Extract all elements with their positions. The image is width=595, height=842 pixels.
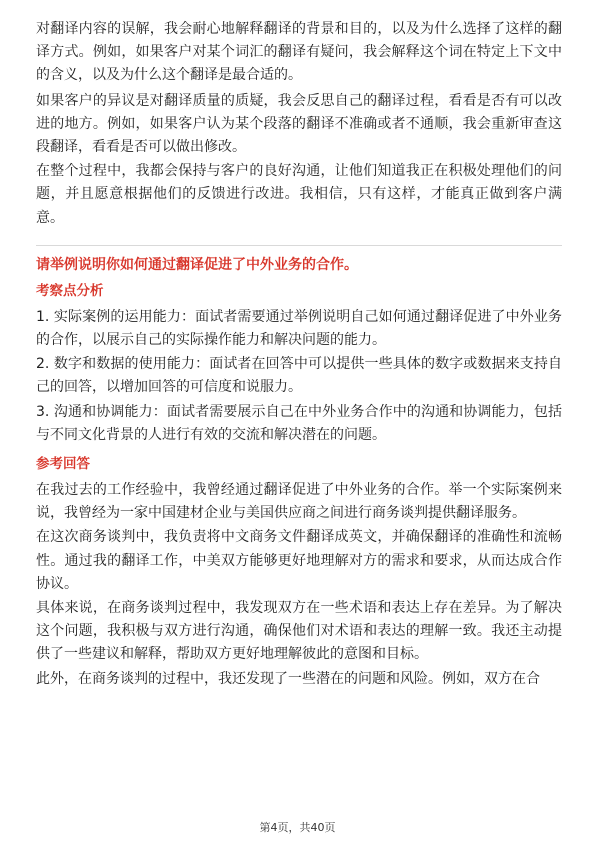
page-number: 第4页，共40页 xyxy=(259,821,336,834)
section-divider xyxy=(36,245,562,246)
intro-paragraph: 在整个过程中，我都会保持与客户的良好沟通，让他们知道我正在积极处理他们的问题，并且愿意根据他们的反馈进行改进。我相信，只有这样，才能真正做到客户满意。 xyxy=(36,163,562,226)
answer-paragraph: 具体来说，在商务谈判过程中，我发现双方在一些术语和表达上存在差异。为了解决这个问题，我积极与双方进行沟通，确保他们对术语和表达的理解一致。我还主动提供了一些建议和解释，帮助双方更好地理解彼此的意图和目标。 xyxy=(36,600,562,663)
intro-paragraph: 对翻译内容的误解，我会耐心地解释翻译的背景和目的，以及为什么选择了这样的翻译方式。例如，如果客户对某个词汇的翻译有疑问，我会解释这个词在特定上下文中的含义，以及为什么这个翻译是最合适的。 xyxy=(36,21,562,84)
answer-paragraph: 在我过去的工作经验中，我曾经通过翻译促进了中外业务的合作。举一个实际案例来说，我曾经为一家中国建材企业与美国供应商之间进行商务谈判提供翻译服务。 xyxy=(36,482,562,522)
question-heading: 请举例说明你如何通过翻译促进了中外业务的合作。 xyxy=(36,256,358,273)
page-content xyxy=(36,18,562,692)
answer-paragraph: 在这次商务谈判中，我负责将中文商务文件翻译成英文，并确保翻译的准确性和流畅性。通过我的翻译工作，中美双方能够更好地理解对方的需求和要求，从而达成合作协议。 xyxy=(36,529,562,592)
analysis-heading: 考察点分析 xyxy=(36,282,104,299)
answer-heading: 参考回答 xyxy=(36,456,90,473)
analysis-item: 1. 实际案例的运用能力：面试者需要通过举例说明自己如何通过翻译促进了中外业务的合作，以展示自己的实际操作能力和解决问题的能力。 xyxy=(36,308,562,349)
analysis-item: 3. 沟通和协调能力：面试者需要展示自己在中外业务合作中的沟通和协调能力，包括与不同文化背景的人进行有效的交流和解决潜在的问题。 xyxy=(36,403,562,443)
analysis-item: 2. 数字和数据的使用能力：面试者在回答中可以提供一些具体的数字或数据来支持自己的回答，以增加回答的可信度和说服力。 xyxy=(36,356,562,396)
answer-paragraph: 此外，在商务谈判的过程中，我还发现了一些潜在的问题和风险。例如，双方在合 xyxy=(36,670,540,687)
intro-paragraph: 如果客户的异议是对翻译质量的质疑，我会反思自己的翻译过程，看看是否有可以改进的地方。例如，如果客户认为某个段落的翻译不准确或者不通顺，我会重新审查这段翻译，看看是否可以做出修改。 xyxy=(36,92,562,156)
